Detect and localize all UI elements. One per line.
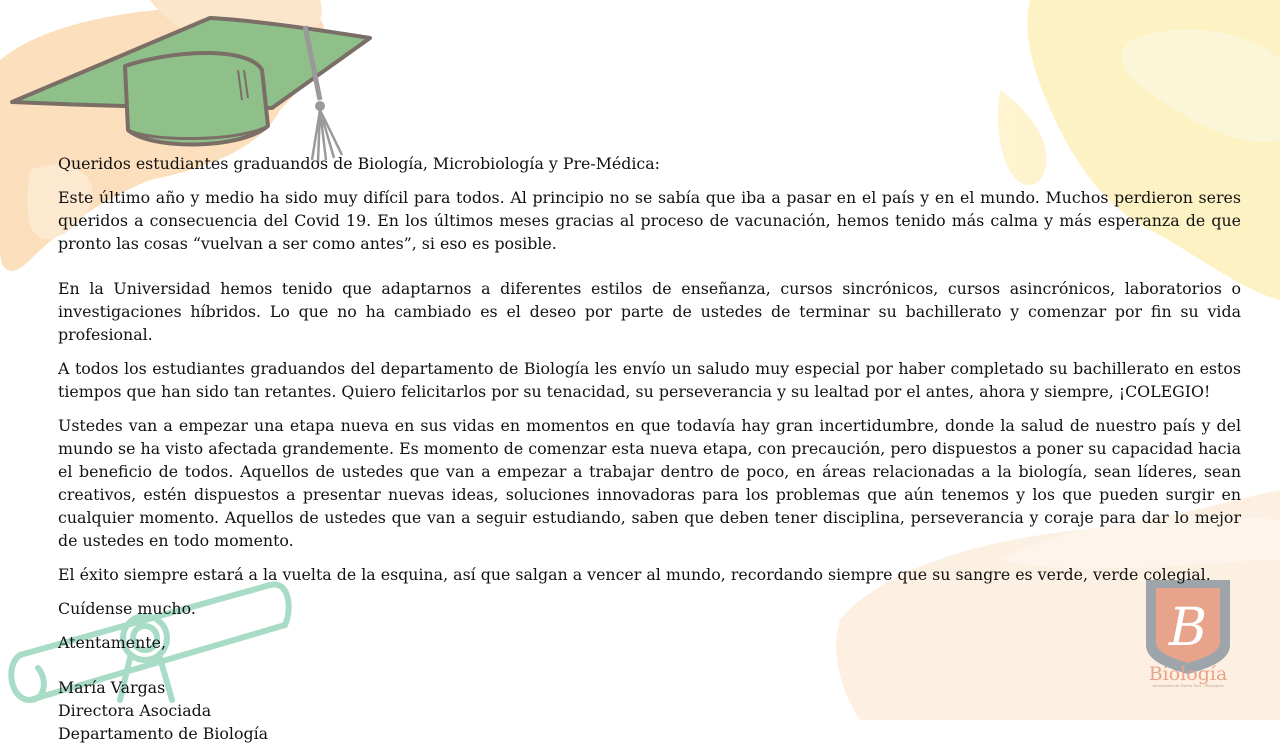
letter-closing: Atentamente, (58, 633, 166, 652)
signature-department: Departamento de Biología (58, 724, 269, 743)
letter-paragraph: Ustedes van a empezar una etapa nueva en sus vidas en momentos en que todavía hay gran incertidumbre, donde la salud de nuestro país y del mundo se ha visto afectada grandemente. Es momento de comenzar esta nueva etapa, con precaución, pero dispuestos a poner su capacidad hacia el beneficio de todos. Aquellos de ustedes que van a empezar a trabajar dentro de poco, en áreas relacionadas a la biología, sean líderes, sean creativos, estén dispuestos a presentar nuevas ideas, soluciones innovadoras para los problemas que aún tenemos y los que pueden surgir en cualquier momento. Aquellos de ustedes que van a seguir estudiando, saben que deben tener disciplina, perseverancia y coraje para dar lo mejor de ustedes en todo momento. (58, 416, 1241, 550)
signature-title: Directora Asociada (58, 701, 212, 720)
letter-body (58, 152, 1241, 745)
logo-subtitle: Universidad de Puerto Rico – Mayagüez (1152, 684, 1224, 688)
letter-paragraph: El éxito siempre estará a la vuelta de la esquina, así que salgan a vencer al mundo, recordando siempre que su sangre es verde, verde colegial. (58, 565, 1211, 584)
letter-paragraph: Este último año y medio ha sido muy difícil para todos. Al principio no se sabía que iba a pasar en el país y en el mundo. Muchos perdieron seres queridos a consecuencia del Covid 19. En los últimos meses gracias al proceso de vacunación, hemos tenido más calma y más esperanza de que pronto las cosas “vuelvan a ser como antes”, si eso es posible. (58, 188, 1241, 253)
logo-letter: B (1168, 598, 1208, 658)
letter-paragraph: Cuídense mucho. (58, 599, 196, 618)
letter-paragraph: A todos los estudiantes graduandos del departamento de Biología les envío un saludo muy especial por haber completado su bachillerato en estos tiempos que han sido tan retantes. Quiero felicitarlos por su tenacidad, su perseverancia y su lealtad por el antes, ahora y siempre, ¡COLEGIO! (58, 359, 1241, 401)
signature-name: María Vargas (58, 678, 166, 697)
letter-salutation: Queridos estudiantes graduandos de Biología, Microbiología y Pre-Médica: (58, 154, 661, 173)
letter-paragraph: En la Universidad hemos tenido que adaptarnos a diferentes estilos de enseñanza, cursos sincrónicos, cursos asincrónicos, laboratorios o investigaciones híbridos. Lo que no ha cambiado es el deseo por parte de ustedes de terminar su bachillerato y comenzar por fin su vida profesional. (58, 279, 1241, 344)
logo-wordmark: Biología (1148, 663, 1228, 685)
signature-block (58, 676, 1241, 745)
